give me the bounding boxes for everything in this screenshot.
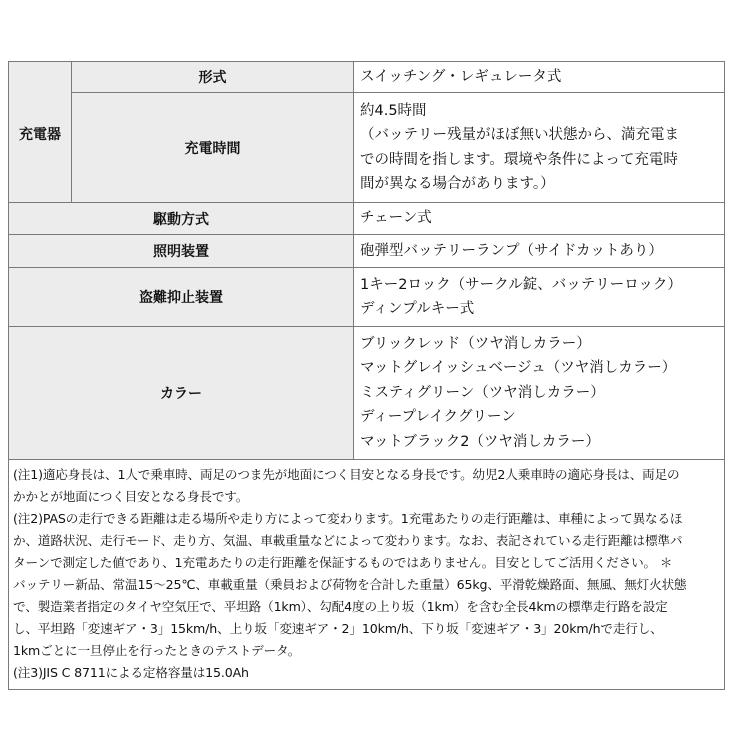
- spec-row-colors: [9, 327, 725, 460]
- antitheft-line: ディンプルキー式: [360, 301, 475, 317]
- notes-row: [9, 460, 725, 690]
- notes-cell: [9, 460, 725, 690]
- spec-row-charge-time: [9, 93, 725, 203]
- spec-row-drive: [9, 203, 725, 235]
- antitheft-label: 盗難抑止装置: [9, 268, 354, 327]
- antitheft-line: 1キー2ロック（サークル錠、バッテリーロック）: [360, 276, 682, 293]
- charger-group-label: 充電器: [9, 62, 72, 203]
- charge-time-label: 充電時間: [72, 93, 354, 203]
- color-item: マットグレイッシュベージュ（ツヤ消しカラー）: [360, 360, 677, 377]
- colors-value: [354, 327, 725, 460]
- lighting-label: 照明装置: [9, 235, 354, 268]
- drive-value: チェーン式: [354, 203, 725, 235]
- note-line: 1kmごとに一旦停止を行ったときのテストデータ。: [13, 643, 301, 658]
- spec-table: [8, 61, 725, 690]
- note-line: か、道路状況、走行モード、走り方、気温、車載重量などによって変わります。なお、表記されている走行距離は標準パ: [13, 533, 683, 548]
- note-line: バッテリー新品、常温15〜25℃、車載重量（乗員および荷物を合計した重量）65kg、平滑乾燥路面、無風、無灯火状態: [13, 577, 687, 592]
- spec-row-format: [9, 62, 725, 93]
- note-line: かかとが地面につく目安となる身長です。: [13, 489, 249, 504]
- spec-row-lighting: [9, 235, 725, 268]
- drive-label: 駆動方式: [9, 203, 354, 235]
- color-item: ミスティグリーン（ツヤ消しカラー）: [360, 384, 605, 401]
- color-item: ディープレイクグリーン: [360, 409, 516, 426]
- format-value: スイッチング・レギュレータ式: [354, 62, 725, 93]
- spec-row-antitheft: [9, 268, 725, 327]
- charge-time-line: （バッテリー残量がほぼ無い状態から、満充電ま: [360, 127, 679, 143]
- note-line: (注1)適応身長は、1人で乗車時、両足のつま先が地面につく目安となる身長です。幼児2人乗車時の適応身長は、両足の: [13, 467, 680, 482]
- antitheft-value: [354, 268, 725, 327]
- charge-time-line: 間が異なる場合があります。）: [360, 176, 555, 192]
- format-label: 形式: [72, 62, 354, 93]
- charge-time-value: [354, 93, 725, 203]
- note-line: で、製造業者指定のタイヤ空気圧で、平坦路（1km）、勾配4度の上り坂（1km）を含む全長4kmの標準走行路を設定: [13, 599, 668, 614]
- colors-label: カラー: [9, 327, 354, 460]
- note-line: し、平坦路「変速ギア・3」15km/h、上り坂「変速ギア・2」10km/h、下り坂「変速ギア・3」20km/hで走行し、: [13, 621, 663, 636]
- color-item: マットブラック2（ツヤ消しカラー）: [360, 433, 600, 450]
- charge-time-line: での時間を指します。環境や条件によって充電時: [360, 151, 678, 168]
- color-item: ブリックレッド（ツヤ消しカラー）: [360, 335, 591, 352]
- note-line: (注3)JIS C 8711による定格容量は15.0Ah: [13, 665, 249, 680]
- lighting-value: 砲弾型バッテリーランプ（サイドカットあり）: [354, 235, 725, 268]
- charge-time-line: 約4.5時間: [360, 102, 427, 119]
- note-line: (注2)PASの走行できる距離は走る場所や走り方によって変わります。1充電あたりの走行距離は、車種によって異なるほ: [13, 511, 683, 526]
- note-line: ターンで測定した値であり、1充電あたりの走行距離を保証するものではありません。目安としてご活用ください。 ＊: [13, 555, 673, 570]
